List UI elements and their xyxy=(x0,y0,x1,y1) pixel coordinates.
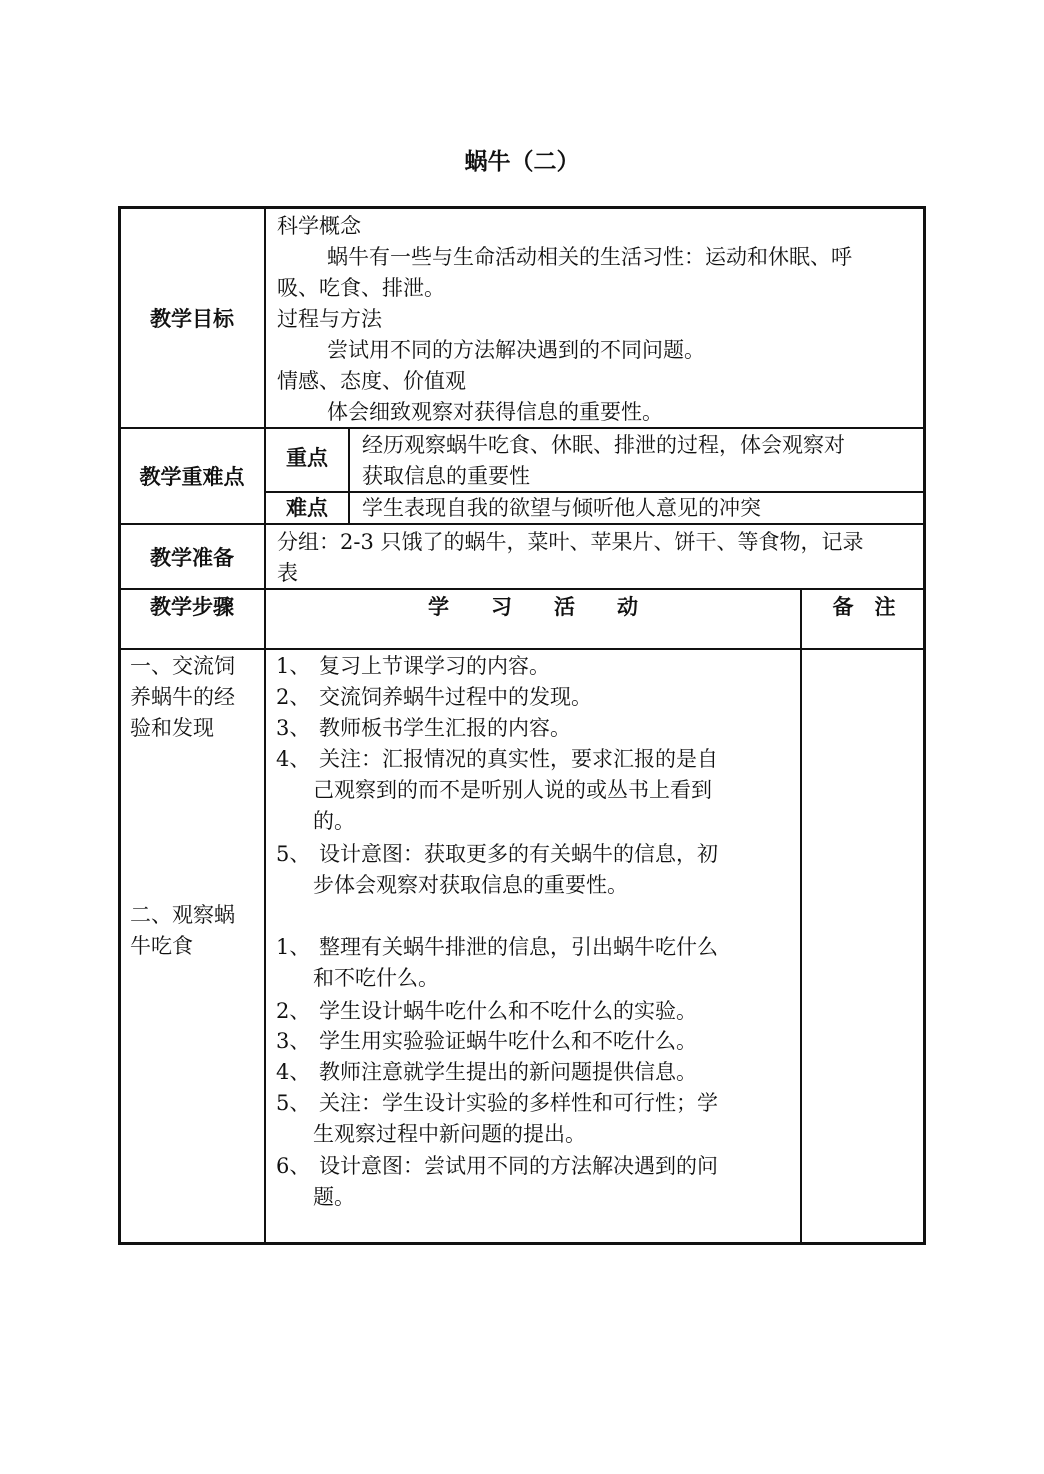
item-number: 3、 xyxy=(276,1029,311,1053)
column-divider xyxy=(800,588,802,1245)
item-text: 教师板书学生汇报的内容。 xyxy=(319,716,571,740)
steps-header: 教学步骤 xyxy=(150,595,234,619)
item-number: 3、 xyxy=(276,716,311,740)
key-point-line: 获取信息的重要性 xyxy=(362,464,530,488)
item-text: 和不吃什么。 xyxy=(313,966,439,990)
step-title-line: 养蜗牛的经 xyxy=(130,685,235,709)
objectives-line: 体会细致观察对获得信息的重要性。 xyxy=(327,400,663,424)
item-text: 学生设计蜗牛吃什么和不吃什么的实验。 xyxy=(319,999,697,1023)
item-number: 5、 xyxy=(276,1091,311,1115)
item-text: 己观察到的而不是听别人说的或丛书上看到 xyxy=(313,778,712,802)
item-text: 教师注意就学生提出的新问题提供信息。 xyxy=(319,1060,697,1084)
row-divider xyxy=(118,648,926,650)
item-number: 4、 xyxy=(276,1060,311,1084)
item-number: 5、 xyxy=(276,842,311,866)
step-title-line: 验和发现 xyxy=(130,716,214,740)
key-point-line: 经历观察蜗牛吃食、休眠、排泄的过程，体会观察对 xyxy=(362,433,845,457)
item-number: 2、 xyxy=(276,999,311,1023)
item-text: 步体会观察对获取信息的重要性。 xyxy=(313,873,628,897)
key-point-label: 重点 xyxy=(286,446,328,470)
objectives-line: 尝试用不同的方法解决遇到的不同问题。 xyxy=(327,338,705,362)
step-title-line: 二、观察蜗 xyxy=(130,903,235,927)
objectives-label: 教学目标 xyxy=(150,307,234,331)
item-text: 学生用实验验证蜗牛吃什么和不吃什么。 xyxy=(319,1029,697,1053)
activities-header: 学 习 活 动 xyxy=(428,595,638,619)
objectives-line: 蜗牛有一些与生命活动相关的生活习性：运动和休眠、呼 xyxy=(327,245,852,269)
column-divider xyxy=(264,206,266,1245)
item-text: 题。 xyxy=(313,1185,355,1209)
difficulty-label: 教学重难点 xyxy=(139,465,245,489)
item-text: 设计意图：获取更多的有关蜗牛的信息，初 xyxy=(319,842,718,866)
item-number: 1、 xyxy=(276,654,311,678)
column-divider xyxy=(348,427,350,525)
preparation-label: 教学准备 xyxy=(150,546,234,570)
preparation-line: 表 xyxy=(277,561,298,585)
item-text: 复习上节课学习的内容。 xyxy=(319,654,550,678)
step-title-line: 牛吃食 xyxy=(130,934,193,958)
item-text: 设计意图：尝试用不同的方法解决遇到的问 xyxy=(319,1154,718,1178)
hard-point-text: 学生表现自我的欲望与倾听他人意见的冲突 xyxy=(362,496,761,520)
step-title-line: 一、交流饲 xyxy=(130,654,235,678)
item-text: 关注：学生设计实验的多样性和可行性；学 xyxy=(319,1091,718,1115)
objectives-line: 吸、吃食、排泄。 xyxy=(277,276,445,300)
item-text: 整理有关蜗牛排泄的信息，引出蜗牛吃什么 xyxy=(319,935,718,959)
item-number: 4、 xyxy=(276,747,311,771)
page-title: 蜗牛（二） xyxy=(464,149,580,175)
item-number: 1、 xyxy=(276,935,311,959)
item-number: 2、 xyxy=(276,685,311,709)
objectives-line: 过程与方法 xyxy=(277,307,382,331)
item-number: 6、 xyxy=(276,1154,311,1178)
hard-point-label: 难点 xyxy=(286,496,328,520)
item-text: 生观察过程中新问题的提出。 xyxy=(313,1122,586,1146)
row-divider xyxy=(118,588,926,590)
item-text: 的。 xyxy=(313,809,355,833)
notes-header: 备 注 xyxy=(832,595,896,619)
preparation-line: 分组：2-3 只饿了的蜗牛，菜叶、苹果片、饼干、等食物，记录 xyxy=(277,530,864,554)
item-text: 关注：汇报情况的真实性，要求汇报的是自 xyxy=(319,747,718,771)
objectives-line: 科学概念 xyxy=(277,214,361,238)
objectives-line: 情感、态度、价值观 xyxy=(277,369,466,393)
item-text: 交流饲养蜗牛过程中的发现。 xyxy=(319,685,592,709)
